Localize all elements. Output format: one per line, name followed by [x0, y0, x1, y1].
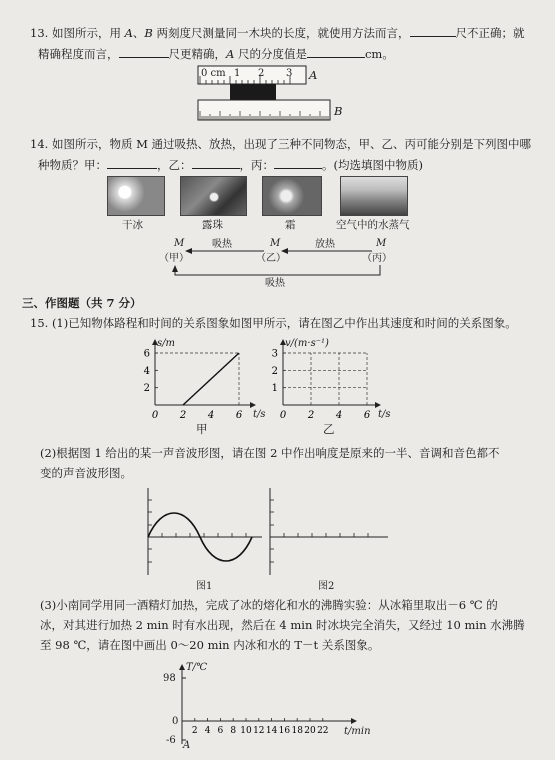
- chart-jia-x-tick-label: 4: [207, 410, 215, 421]
- temp-xlabel: t/min: [344, 726, 371, 737]
- temp-x-tick-label: 10: [240, 726, 252, 736]
- q15-p3-line1: (3)小南同学用同一酒精灯加热，完成了冰的熔化和水的沸腾实验：从冰箱里取出－6 ℃ 的: [40, 598, 498, 612]
- fig1-caption: 图1: [196, 581, 213, 592]
- flow-jia: （甲）: [159, 253, 189, 264]
- flow-yi: （乙）: [256, 253, 286, 264]
- chart-jia-x-tick-label: 0: [151, 410, 159, 421]
- q15-p3-line2: 冰，对其进行加热 2 min 时有水出现，然后在 4 min 时冰块完全消失，又经过 10 min 水沸腾: [40, 618, 525, 632]
- chart-yi-y-tick-label: 3: [271, 348, 278, 360]
- chart-yi-y-tick-label: 2: [271, 365, 278, 377]
- chart-yi-ylabel: v/(m·s⁻¹): [285, 338, 329, 349]
- chart-yi-caption: 乙: [323, 422, 335, 436]
- chart-jia-y-tick-label: 2: [143, 383, 150, 395]
- chart-yi-x-tick-label: 6: [363, 410, 371, 421]
- temp-x-tick-label: 6: [217, 726, 224, 736]
- q14-line1: 14. 如图所示，物质 M 通过吸热、放热，出现了三种不同物态，甲、乙、丙可能分别是下列图中哪: [30, 137, 532, 151]
- temp-x-tick-label: 16: [278, 726, 291, 736]
- photo-caption-vapor: 空气中的水蒸气: [336, 219, 410, 231]
- chart-yi-y-tick-label: 1: [271, 383, 278, 395]
- flow-release-label: 放热: [315, 239, 335, 250]
- temp-x-tick-label: 14: [265, 726, 278, 736]
- temp-x-tick-label: 22: [317, 726, 329, 736]
- ruler-a-unit: 0 cm: [201, 68, 226, 79]
- ruler-b-label: B: [334, 104, 343, 118]
- flow-m-bing: M: [376, 238, 387, 249]
- chart-jia-y-tick-label: 6: [143, 348, 150, 360]
- q13-line2: 精确程度而言， 尺更精确，A 尺的分度值是 cm。: [38, 47, 394, 61]
- temp-origin: 0: [172, 716, 179, 727]
- chart-jia-x-tick-label: 2: [179, 410, 187, 421]
- chart-jia-y-tick-label: 4: [143, 365, 150, 377]
- temp-ytick-98: 98: [163, 673, 176, 684]
- q15-p3-line3: 至 98 ℃，请在图中画出 0～20 min 内冰和水的 T－t 关系图象。: [40, 638, 380, 652]
- section-3-title: 三、作图题（共 7 分）: [22, 296, 142, 310]
- fig2-caption: 图2: [318, 581, 335, 592]
- temp-x-tick-label: 12: [253, 726, 265, 736]
- chart-yi-x-tick-label: 2: [307, 410, 315, 421]
- photo-caption-dew: 露珠: [202, 219, 223, 231]
- chart-jia-ylabel: s/m: [157, 338, 175, 349]
- flow-m-jia: M: [174, 238, 185, 249]
- photo-caption-frost: 霜: [285, 219, 296, 231]
- temp-point-a: A: [183, 740, 191, 751]
- flow-m-yi: M: [270, 238, 281, 249]
- flow-bing: （丙）: [362, 253, 392, 264]
- chart-jia-x-tick-label: 6: [235, 410, 243, 421]
- q15-p1: 15. (1)已知物体路程和时间的关系图象如图甲所示，请在图乙中作出其速度和时间的关系图象。: [30, 316, 517, 330]
- temp-x-tick-label: 20: [304, 726, 316, 736]
- q13-line1: 13. 如图所示，用 A、B 两刻度尺测量同一木块的长度，就使用方法而言， 尺不正确；就: [30, 26, 525, 40]
- temp-x-tick-label: 4: [204, 726, 211, 736]
- chart-yi-xlabel: t/s: [378, 409, 391, 420]
- chart-jia-xlabel: t/s: [253, 409, 266, 420]
- q15-p2-line2: 变的声音波形图。: [40, 466, 132, 480]
- temp-x-tick-label: 8: [230, 726, 237, 736]
- ruler-a-tick-2: 2: [258, 68, 265, 79]
- q14-line2: 种物质？甲： ，乙： ，丙： 。(均选填图中物质): [38, 158, 423, 172]
- ruler-a-tick-1: 1: [234, 68, 241, 79]
- flow-absorb-2-label: 吸热: [265, 278, 285, 289]
- chart-yi-x-tick-label: 0: [279, 410, 287, 421]
- temp-ytick-neg6: -6: [166, 735, 176, 746]
- q15-p2-line1: (2)根据图 1 给出的某一声音波形图，请在图 2 中作出响度是原来的一半、音调和音色都不: [40, 446, 500, 460]
- ruler-a-tick-3: 3: [286, 68, 293, 79]
- chart-jia-caption: 甲: [196, 422, 208, 436]
- ruler-a-label: A: [309, 68, 318, 82]
- photo-caption-dry-ice: 干冰: [122, 219, 143, 231]
- temp-ylabel: T/℃: [186, 662, 208, 673]
- chart-yi-x-tick-label: 4: [335, 410, 343, 421]
- flow-absorb-1-label: 吸热: [212, 239, 232, 250]
- temp-x-tick-label: 2: [191, 726, 198, 736]
- temp-x-tick-label: 18: [291, 726, 303, 736]
